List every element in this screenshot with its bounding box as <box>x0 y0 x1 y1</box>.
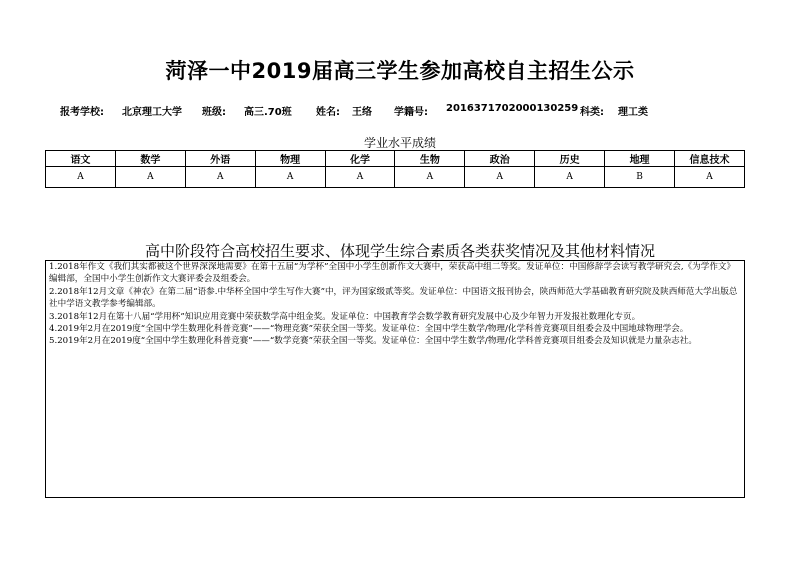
grade-cell: A <box>465 167 535 188</box>
subject-header: 数学 <box>115 151 185 167</box>
grade-cell: B <box>605 167 675 188</box>
grade-cell: A <box>255 167 325 188</box>
awards-title: 高中阶段符合高校招生要求、体现学生综合素质各类获奖情况及其他材料情况 <box>144 242 655 260</box>
page-title: 菏泽一中2019届高三学生参加高校自主招生公示 <box>165 59 635 83</box>
grade-cell: A <box>115 167 185 188</box>
subject-label: 科类: <box>580 107 604 118</box>
grade-cell: A <box>185 167 255 188</box>
subject-header: 语文 <box>46 151 116 167</box>
student-info <box>60 103 760 121</box>
grade-cell: A <box>395 167 465 188</box>
subject-header: 物理 <box>255 151 325 167</box>
subject-header: 化学 <box>325 151 395 167</box>
award-item: 1.2018年作文《我们其实都被这个世界深深地需要》在第十五届“为学杯”全国中小学生创新作文大赛中，荣获高中组二等奖。发证单位：中国修辞学会读写教学研究会,《为学作文》编辑部，全国中小学生创新作文大赛评委会及组委会。 <box>49 262 736 285</box>
subject-header: 信息技术 <box>675 151 745 167</box>
subject-header: 历史 <box>535 151 605 167</box>
scores-value-row <box>46 167 745 188</box>
class-value: 高三.70班 <box>244 107 292 118</box>
class-label: 班级: <box>202 107 226 118</box>
subject-value: 理工类 <box>618 107 648 118</box>
award-item: 2.2018年12月文章《神农》在第二届“语参.中华杯全国中学生写作大赛”中，评为国家级贰等奖。发证单位：中国语文报刊协会，陕西师范大学基础教育研究院及陕西师范大学出版总社中学语文教学参考编辑部。 <box>49 286 738 310</box>
grade-cell: A <box>46 167 116 188</box>
id-value: 2016371702000130259 <box>446 103 579 114</box>
name-value: 王络 <box>352 107 372 118</box>
scores-title: 学业水平成绩 <box>363 136 436 150</box>
school-label: 报考学校: <box>60 107 104 118</box>
subject-header: 政治 <box>465 151 535 167</box>
subject-header: 生物 <box>395 151 465 167</box>
subject-header: 地理 <box>605 151 675 167</box>
grade-cell: A <box>675 167 745 188</box>
name-label: 姓名: <box>316 107 340 118</box>
award-item: 5.2019年2月在2019度“全国中学生数理化科普竞赛”——“数学竞赛”荣获全国一等奖。发证单位：全国中学生数学/物理/化学科普竞赛项目组委会及知识就是力量杂志社。 <box>49 336 697 347</box>
scores-table <box>45 150 745 188</box>
award-item: 3.2018年12月在第十八届“学用杯”知识应用竞赛中荣获数学高中组金奖。发证单位：中国教育学会数学教育研究发展中心及少年智力开发报社数理化专页。 <box>49 311 641 322</box>
subject-header: 外语 <box>185 151 255 167</box>
id-label: 学籍号: <box>394 107 428 118</box>
grade-cell: A <box>535 167 605 188</box>
scores-header-row <box>46 151 745 167</box>
school-value: 北京理工大学 <box>122 107 182 118</box>
award-item: 4.2019年2月在2019度“全国中学生数理化科普竞赛”——“物理竞赛”荣获全国一等奖。发证单位：全国中学生数学/物理/化学科普竞赛项目组委会及中国地球物理学会。 <box>49 324 689 335</box>
grade-cell: A <box>325 167 395 188</box>
awards-box <box>45 260 745 498</box>
